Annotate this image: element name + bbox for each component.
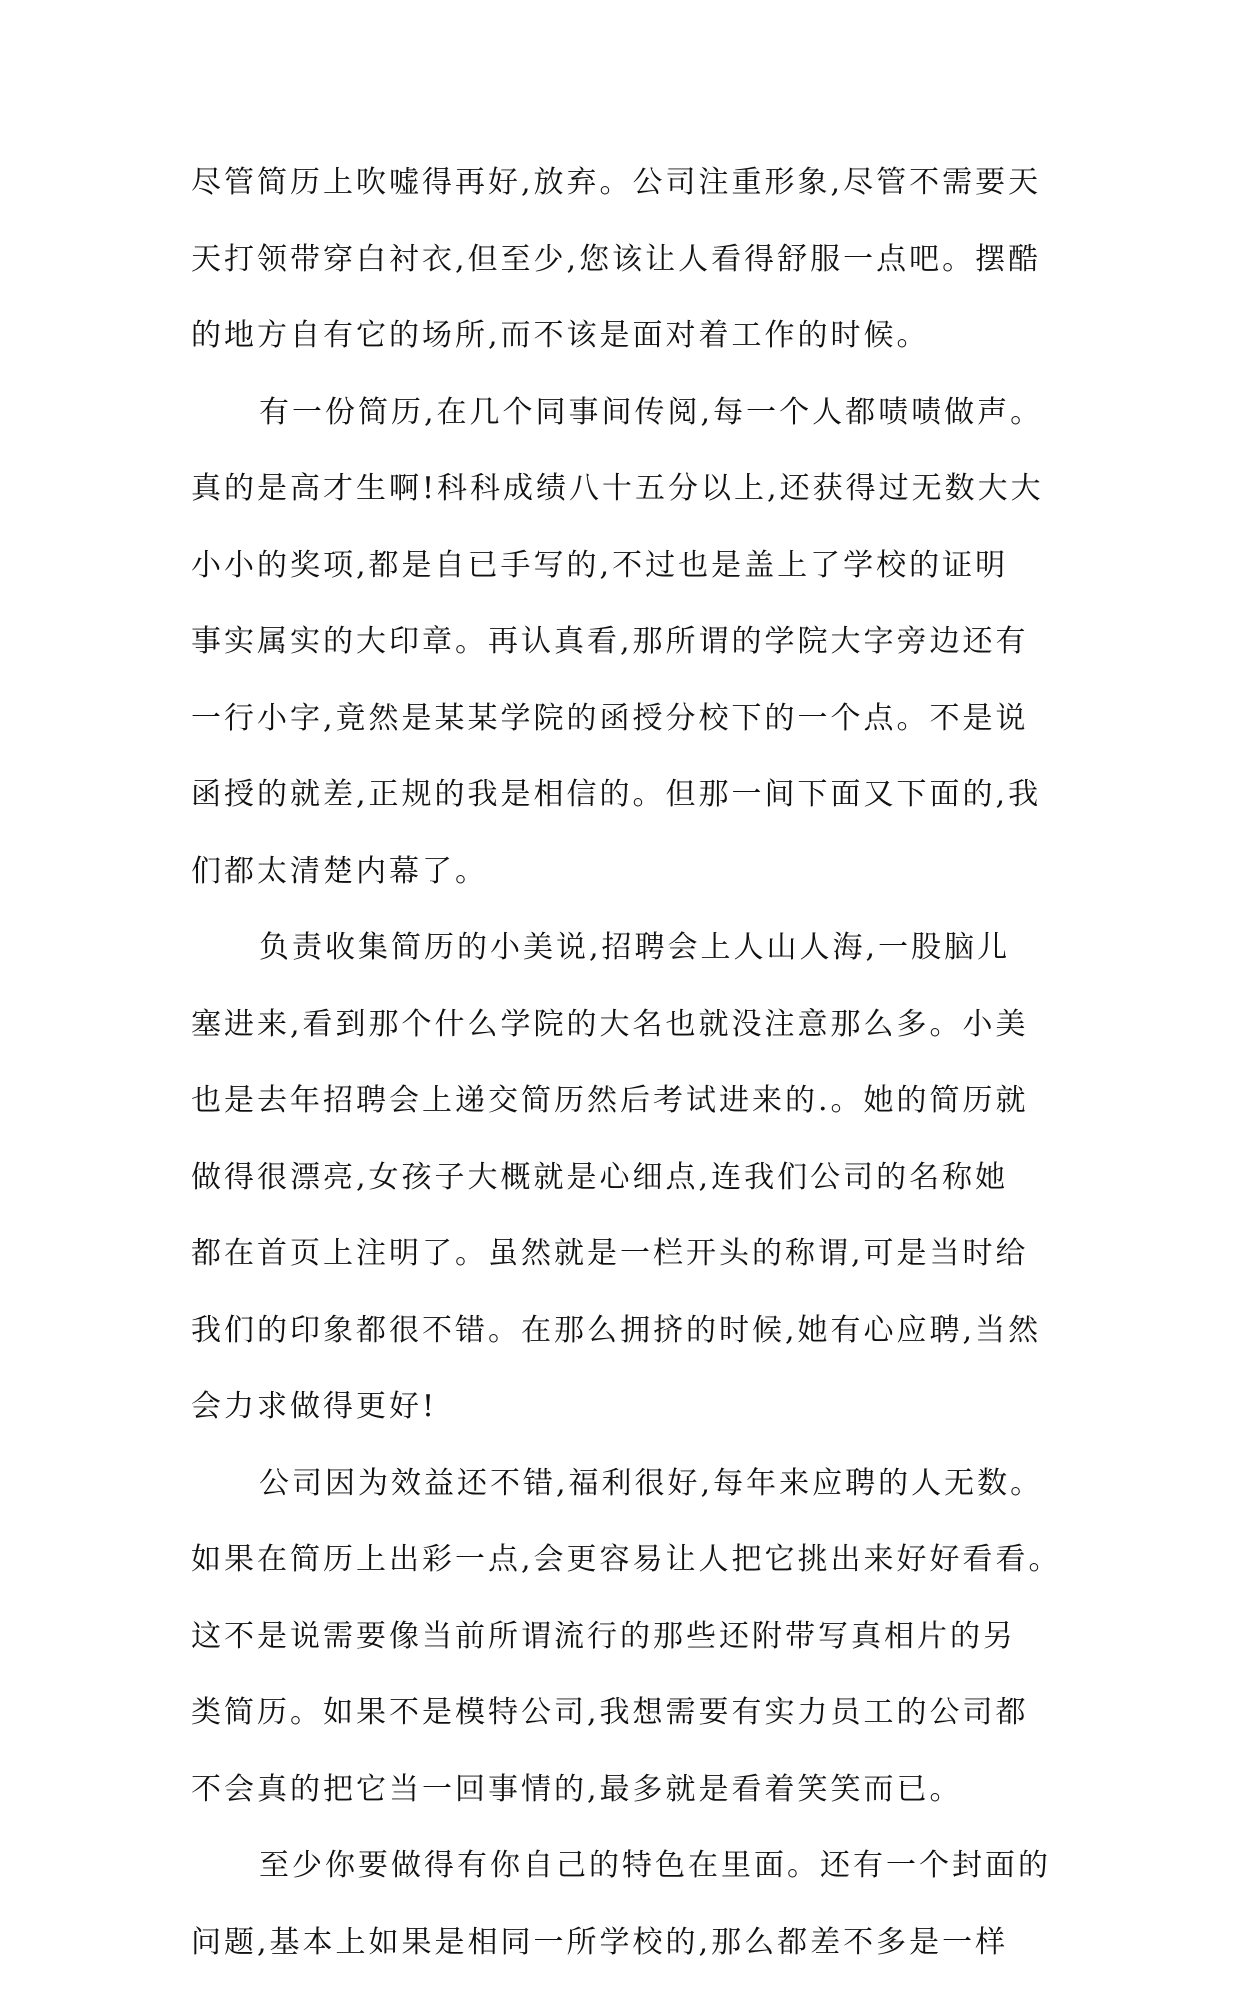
text-line: 真的是高才生啊!科科成绩八十五分以上,还获得过无数大大 xyxy=(191,466,1071,543)
text-line: 会力求做得更好! xyxy=(191,1384,1071,1461)
text-line: 塞进来,看到那个什么学院的大名也就没注意那么多。小美 xyxy=(191,1002,1071,1079)
text-line: 不会真的把它当一回事情的,最多就是看着笑笑而已。 xyxy=(191,1767,1071,1844)
text-line: 天打领带穿白衬衣,但至少,您该让人看得舒服一点吧。摆酷 xyxy=(191,237,1071,314)
text-line: 问题,基本上如果是相同一所学校的,那么都差不多是一样 xyxy=(191,1920,1071,1996)
text-line: 们都太清楚内幕了。 xyxy=(191,849,1071,926)
text-line: 类简历。如果不是模特公司,我想需要有实力员工的公司都 xyxy=(191,1690,1071,1767)
text-line: 如果在简历上出彩一点,会更容易让人把它挑出来好好看看。 xyxy=(191,1537,1071,1614)
text-line: 事实属实的大印章。再认真看,那所谓的学院大字旁边还有 xyxy=(191,619,1071,696)
document-body xyxy=(191,160,1071,1996)
text-line: 小小的奖项,都是自已手写的,不过也是盖上了学校的证明 xyxy=(191,543,1071,620)
paragraph-first-line: 负责收集简历的小美说,招聘会上人山人海,一股脑儿 xyxy=(191,925,1071,1002)
text-line: 我们的印象都很不错。在那么拥挤的时候,她有心应聘,当然 xyxy=(191,1308,1071,1385)
text-line: 都在首页上注明了。虽然就是一栏开头的称谓,可是当时给 xyxy=(191,1231,1071,1308)
text-line: 做得很漂亮,女孩子大概就是心细点,连我们公司的名称她 xyxy=(191,1155,1071,1232)
paragraph-first-line: 公司因为效益还不错,福利很好,每年来应聘的人无数。 xyxy=(191,1461,1071,1538)
text-line: 一行小字,竟然是某某学院的函授分校下的一个点。不是说 xyxy=(191,696,1071,773)
paragraph-first-line: 至少你要做得有你自己的特色在里面。还有一个封面的 xyxy=(191,1843,1071,1920)
text-line: 函授的就差,正规的我是相信的。但那一间下面又下面的,我 xyxy=(191,772,1071,849)
text-line: 的地方自有它的场所,而不该是面对着工作的时候。 xyxy=(191,313,1071,390)
text-line: 尽管简历上吹嘘得再好,放弃。公司注重形象,尽管不需要天 xyxy=(191,160,1071,237)
text-line: 也是去年招聘会上递交简历然后考试进来的.。她的简历就 xyxy=(191,1078,1071,1155)
text-line: 这不是说需要像当前所谓流行的那些还附带写真相片的另 xyxy=(191,1614,1071,1691)
paragraph-first-line: 有一份简历,在几个同事间传阅,每一个人都啧啧做声。 xyxy=(191,390,1071,467)
